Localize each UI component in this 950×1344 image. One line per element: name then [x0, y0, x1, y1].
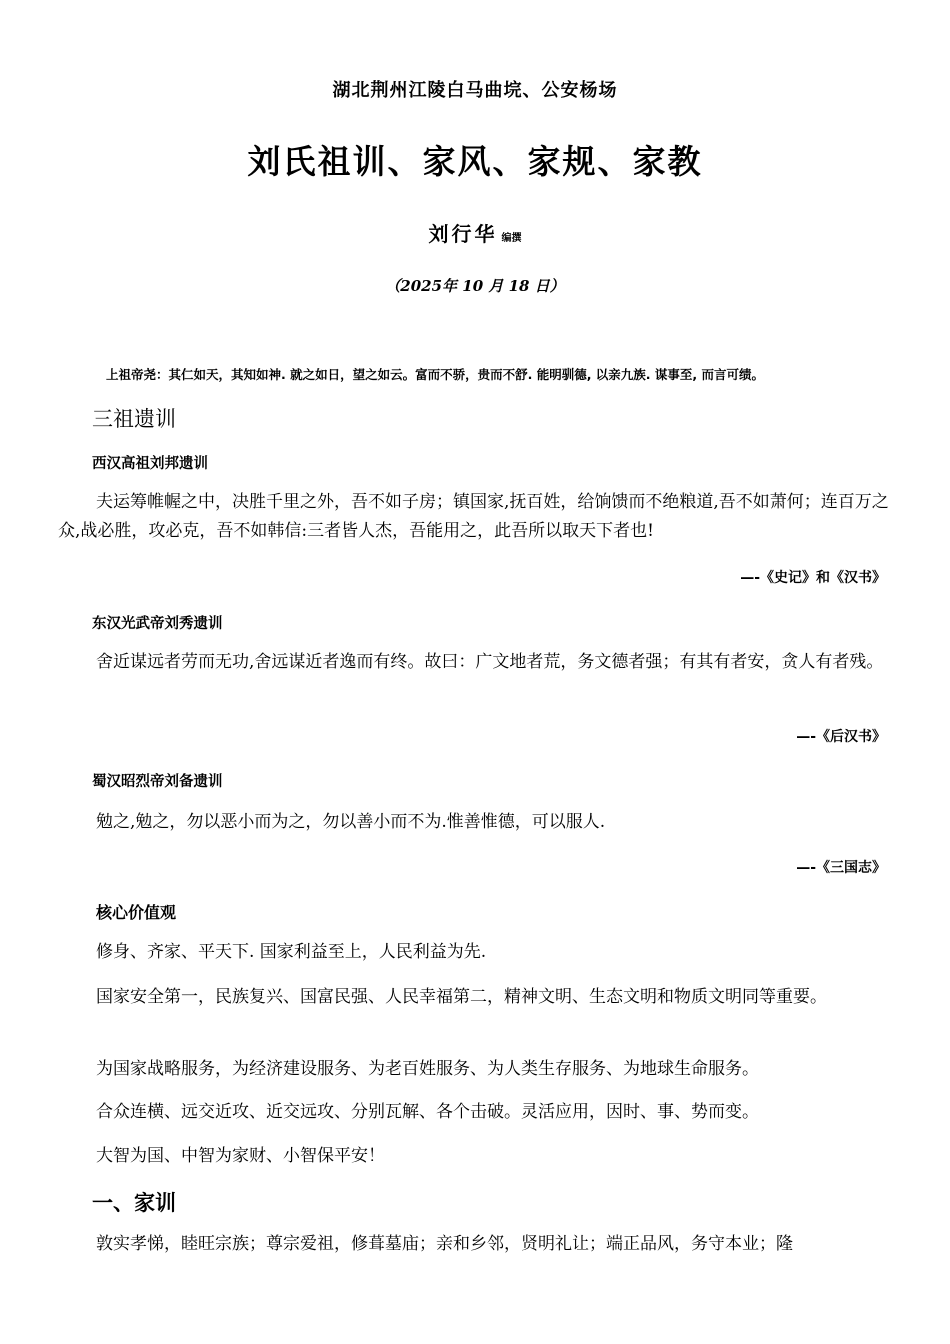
subheading-gaozu: 西汉高祖刘邦遗训 [92, 456, 208, 472]
source-guangwu: —-《后汉书》 [796, 729, 886, 745]
paragraph-zhaolie: 勉之,勉之，勿以恶小而为之，勿以善小而不为.惟善惟德，可以服人. [96, 812, 606, 832]
author-name: 刘行华 [428, 222, 498, 246]
author-line [0, 218, 950, 247]
paragraph-guangwu: 舍近谋远者劳而无功,舍远谋近者逸而有终。故曰：广文地者荒，务文德者强；有其有者安，贪人有者残。 [96, 652, 884, 672]
section-heading-ancestors: 三祖遗训 [92, 407, 176, 431]
core-value-paragraph: 为国家战略服务，为经济建设服务、为老百姓服务、为人类生存服务、为地球生命服务。 [96, 1059, 759, 1079]
core-value-paragraph: 合众连横、远交近攻、近交远攻、分别瓦解、各个击破。灵活应用，因时、事、势而变。 [96, 1102, 759, 1122]
paragraph-gaozu: 夫运筹帷幄之中，决胜千里之外，吾不如子房；镇国家,抚百姓，给饷馈而不绝粮道,吾不如萧何；连百万之众,战必胜，攻必克，吾不如韩信:三者皆人杰，吾能用之，此吾所以取天下者也! [58, 492, 889, 541]
ancestor-motto: 上祖帝尧：其仁如天，其知如神. 就之如日，望之如云。富而不骄，贵而不舒. 能明驯德, 以亲九族. 谋事至, 而言可绩。 [106, 367, 765, 382]
paragraph-family-precepts: 敦实孝悌，睦旺宗族；尊宗爱祖，修葺墓庙；亲和乡邻，贤明礼让；端正品风，务守本业；隆 [96, 1234, 793, 1254]
core-value-paragraph: 国家安全第一，民族复兴、国富民强、人民幸福第二，精神文明、生态文明和物质文明同等重要。 [96, 987, 827, 1007]
document-date: （2025年 10 月 18 日） [385, 277, 565, 295]
region-heading: 湖北荆州江陵白马曲垸、公安杨场 [332, 80, 618, 101]
document-title: 刘氏祖训、家风、家规、家教 [247, 142, 703, 181]
subheading-guangwu: 东汉光武帝刘秀遗训 [92, 616, 223, 632]
source-zhaolie: —-《三国志》 [796, 860, 886, 876]
core-value-paragraph: 修身、齐家、平天下. 国家利益至上，人民利益为先. [96, 942, 487, 962]
subheading-core-values: 核心价值观 [96, 903, 177, 922]
core-value-paragraph: 大智为国、中智为家财、小智保平安！ [96, 1146, 385, 1166]
subheading-zhaolie: 蜀汉昭烈帝刘备遗训 [92, 774, 223, 790]
author-role: 编撰 [501, 233, 522, 244]
source-gaozu: —-《史记》和《汉书》 [740, 570, 886, 586]
section-heading-family-precepts: 一、家训 [92, 1190, 176, 1215]
